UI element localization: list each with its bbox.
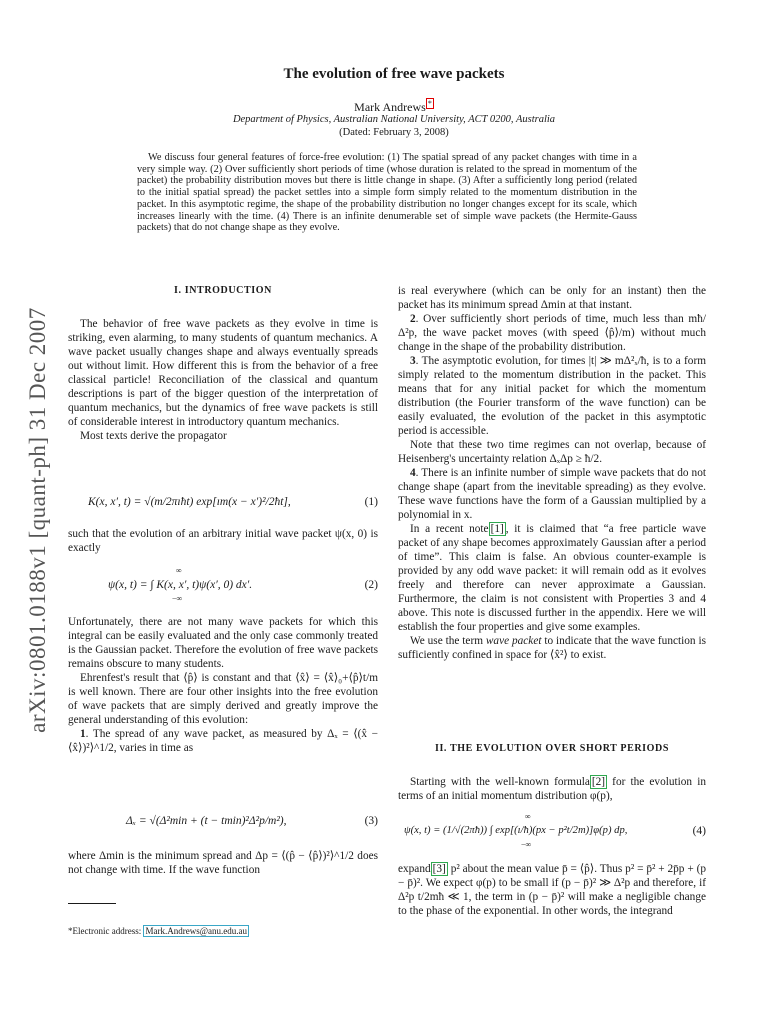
paragraph: The behavior of free wave packets as they evolve in time is striking, even alarming, to many students of quantum mechanics. A wave packet usually changes shape and always eventually spreads out without limit. How different this is from the behavior of a free classical particle! Reconciliation of the classical and quantum descriptions is part of the bigger question of the interpretation of quantum mechanics, but the dynamics of free wave packets is still of considerable interest in introductory quantum mechanics. — [68, 318, 378, 428]
paragraph — [398, 466, 706, 522]
item-number: 3 — [410, 355, 416, 367]
paragraph: is real everywhere (which can be only for an instant) then the packet has its minimum spread Δmin at that instant. — [398, 285, 706, 311]
paragraph-text: We use the term — [410, 635, 486, 647]
intro-text-block-3 — [68, 615, 378, 755]
citation-link-3[interactable]: [3] — [432, 863, 446, 875]
item-number: 4 — [410, 467, 416, 479]
paragraph — [398, 775, 706, 803]
citation-link-1[interactable]: [1] — [490, 523, 504, 535]
paragraph — [398, 522, 706, 634]
paragraph-text: p² about the mean value p̄ = ⟨p̂⟩. Thus p² = p̄² + 2p̄p + (p − p̄)². We expect φ(p) to be small if (p − p̄)² ≫ Δ²p and therefore, if Δ²p t/2mħ ≪ 1, the term in (p − p̄)² will make a negligible change to the phase of the exponential. In other words, the integrand — [398, 863, 706, 917]
arxiv-id: arXiv:0801.0188v1 [quant-ph] 31 Dec 2007 — [25, 307, 50, 733]
intro-text-block-4 — [68, 849, 378, 877]
paragraph-text: . There is an infinite number of simple wave packets that do not change shape (apart from the inevitable spreading) as they evolve. These wave functions have the form of a Gaussian multiplied by a polynomial in x. — [398, 467, 706, 521]
equation-body: ψ(x, t) = (1/√(2πħ)) ∫ exp[(ı/ħ)(px − p²t/2m)]φ(p) dp, — [404, 825, 628, 836]
arxiv-sidebar-stamp — [18, 270, 58, 770]
paragraph-text: , it is claimed that “a free particle wave packet of any shape becomes approximately Gaussian after a period of time”. This claim is false. An obvious counter-example is provided by any odd wave packet: it will remain odd as it evolves freely and therefore can never approximate a Gaussian. Furthermore, the claim is not consistent with Properties 3 and 4 above. This note is discussed further in the appendix. Here we will establish the four properties and give some examples. — [398, 523, 706, 633]
right-column-text-block-2 — [398, 775, 706, 803]
email-link[interactable]: Mark.Andrews@anu.edu.au — [145, 926, 247, 936]
paragraph-text: . The asymptotic evolution, for times |t| ≫ mΔ²ₓ/ħ, is to a form simply related to the momentum distribution in the packet. This means that for any initial packet for which the momentum distribution (the Fourier transform of the wave function) can be easily evaluated, the evolution of the packet in this asymptotic period is accessible. — [398, 355, 706, 437]
author-name: Mark Andrews — [354, 100, 426, 114]
equation-body: K(x, x′, t) = √(m/2πıħt) exp[ım(x − x′)²/2ħt], — [88, 496, 291, 508]
paragraph — [398, 312, 706, 354]
intro-text-block-1 — [68, 317, 378, 443]
affiliation: Department of Physics, Australian National University, ACT 0200, Australia — [232, 114, 556, 125]
paragraph-text: . The spread of any wave packet, as measured by Δₓ = ⟨(x̂ − ⟨x̂⟩)²⟩^1/2, varies in time as — [68, 728, 378, 754]
paragraph: such that the evolution of an arbitrary initial wave packet ψ(x, 0) is exactly — [68, 528, 378, 554]
right-column-text-block-3 — [398, 862, 706, 918]
right-column-text-block-1 — [398, 284, 706, 662]
paragraph — [68, 727, 378, 755]
integral-upper-limit: ∞ — [525, 812, 531, 821]
equation-number: (2) — [364, 579, 378, 591]
paragraph — [398, 354, 706, 438]
section-heading-introduction: I. INTRODUCTION — [174, 285, 272, 296]
equation-number: (3) — [364, 815, 378, 827]
paragraph — [398, 862, 706, 918]
abstract: We discuss four general features of force-free evolution: (1) The spatial spread of any packet changes with time in a very simple way. (2) Over sufficiently short periods of time (whose duration is related to the spread in momentum of the packet) the probability distribution moves but there is little change in shape. (3) After a sufficiently long period (related to the initial spatial spread) the packet settles into a simple form simply related to the momentum distribution in the packet. In this asymptotic regime, the shape of the probability distribution no longer changes except for its scale, which increases linearly with the time. (4) There is an infinite denumerable set of simple wave packets (the Hermite-Gauss packets) that do not change shape as they evolve. — [137, 152, 637, 234]
equation-4 — [398, 812, 706, 852]
equation-number: (1) — [364, 496, 378, 508]
citation-link-2[interactable]: [2] — [591, 776, 606, 788]
paragraph-text: . Over sufficiently short periods of time, much less than mħ/Δ²p, the wave packet moves (with speed ⟨p̂⟩/m) without much change in the shape of the probability distribution. — [398, 313, 706, 353]
author-line — [120, 98, 668, 115]
equation-2 — [68, 566, 378, 606]
emphasis: wave packet — [485, 635, 542, 647]
intro-text-block-2 — [68, 527, 378, 555]
author-footnote-link[interactable]: * — [427, 99, 432, 108]
paragraph: where Δmin is the minimum spread and Δp = ⟨(p̂ − ⟨p̂⟩)²⟩^1/2 does not change with time. If the wave function — [68, 850, 378, 876]
section-heading-short-periods: II. THE EVOLUTION OVER SHORT PERIODS — [434, 743, 670, 754]
paragraph-text: expand — [398, 863, 431, 875]
paragraph-text: In a recent note — [410, 523, 489, 535]
integral-lower-limit: −∞ — [521, 840, 532, 849]
integral-upper-limit: ∞ — [176, 566, 182, 575]
equation-number: (4) — [692, 825, 706, 837]
equation-3 — [68, 815, 378, 835]
paragraph — [398, 634, 706, 662]
paragraph: Note that these two time regimes can not overlap, because of Heisenberg's uncertainty relation ΔₓΔp ≥ ħ/2. — [398, 439, 706, 465]
paragraph-text: for the evolution in terms of an initial momentum distribution φ(p), — [398, 776, 706, 802]
paper-title: The evolution of free wave packets — [283, 66, 505, 82]
footnote-rule — [68, 903, 116, 904]
integral-lower-limit: −∞ — [172, 594, 183, 603]
date-line: (Dated: February 3, 2008) — [339, 127, 449, 138]
paragraph: Most texts derive the propagator — [80, 430, 227, 442]
paragraph: Ehrenfest's result that ⟨p̂⟩ is constant and that ⟨x̂⟩ = ⟨x̂⟩₀+⟨p̂⟩t/m is well known. There are four other insights into the free evolution of wave packets that are simply derived and greatly improve the general understanding of this evolution: — [68, 672, 378, 726]
item-number: 2 — [410, 313, 416, 325]
paragraph-text: Starting with the well-known formula — [410, 776, 590, 788]
paragraph: Unfortunately, there are not many wave packets for which this integral can be easily evaluated and the only case commonly treated is the Gaussian packet. Therefore the evolution of free wave packets remains obscure to many students. — [68, 616, 378, 670]
equation-body: ψ(x, t) = ∫ K(x, x′, t)ψ(x′, 0) dx′. — [108, 579, 253, 591]
footnote — [68, 926, 249, 936]
footnote-label: *Electronic address: — [68, 926, 144, 936]
item-number: 1 — [80, 728, 86, 740]
equation-1 — [68, 496, 378, 514]
equation-body: Δₓ = √(Δ²min + (t − tmin)²Δ²p/m²), — [126, 815, 287, 827]
paragraph-text: to indicate that the wave function is sufficiently confined in space for ⟨x̂²⟩ to exist. — [398, 635, 706, 661]
